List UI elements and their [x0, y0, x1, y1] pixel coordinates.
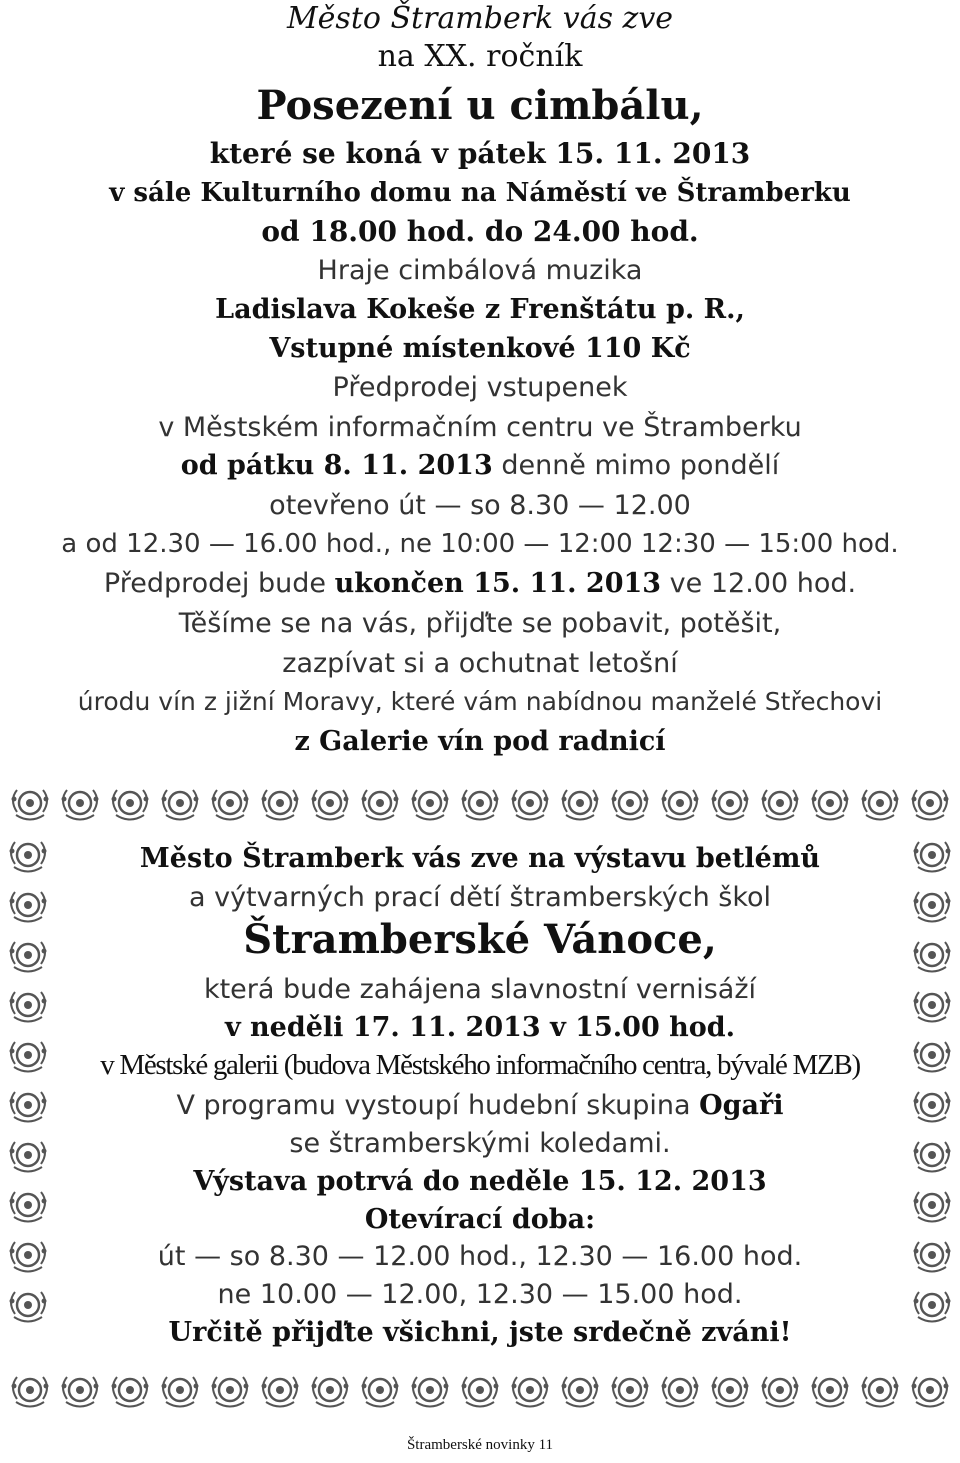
ornament-motif [112, 790, 149, 820]
event2-opening-date: v neděli 17. 11. 2013 v 15.00 hod. [224, 1012, 736, 1043]
ornament-motif [662, 790, 699, 820]
event1-time-line: od 18.00 hod. do 24.00 hod. [261, 215, 699, 248]
event1-presale-title: Předprodej vstupenek [332, 372, 628, 403]
event1-invite-1: Těšíme se na vás, přijďte se pobavit, potěšit, [178, 608, 782, 639]
event1-edition: na XX. ročník [377, 39, 583, 74]
ornament-motif [912, 1377, 949, 1407]
event1-invite-2: zazpívat si a ochutnat letošní [282, 648, 678, 679]
ornament-motif [162, 1377, 199, 1407]
ornament-motif [862, 790, 899, 820]
ornament-motif [412, 1377, 449, 1407]
ornament-motif [812, 1377, 849, 1407]
event1-intro: Město Štramberk vás zve [286, 1, 674, 36]
ornament-motif [162, 790, 199, 820]
event2-program [0, 1092, 960, 1119]
event1-presale-from-bold: od pátku 8. 11. 2013 [180, 450, 493, 481]
ornament-motif [312, 1377, 349, 1407]
ornament-motif [712, 1377, 749, 1407]
page-footer: Štramberské novinky 11 [406, 1437, 554, 1453]
event1-hours-1: otevřeno út — so 8.30 — 12.00 [269, 490, 691, 521]
ornament-motif [312, 790, 349, 820]
ornament-motif [412, 790, 449, 820]
ornament-motif [262, 1377, 299, 1407]
event1-music-intro: Hraje cimbálová muzika [317, 255, 643, 286]
event2-title: Štramberské Vánoce, [243, 916, 717, 963]
ornament-motif [362, 1377, 399, 1407]
event2-hours-2: ne 10.00 — 12.00, 12.30 — 15.00 hod. [217, 1279, 743, 1310]
event1-hours-2: a od 12.30 — 16.00 hod., ne 10:00 — 12:00 12:30 — 15:00 hod. [61, 529, 899, 559]
ornament-motif [712, 790, 749, 820]
event2-closing: Určitě přijďte všichni, jste srdečně zváni! [168, 1317, 792, 1348]
ornament-top [12, 790, 949, 820]
event1-date-line: které se koná v pátek 15. 11. 2013 [209, 137, 751, 170]
event2-program-2: se štramberskými koledami. [289, 1128, 671, 1159]
ornament-motif [212, 790, 249, 820]
ornament-bottom [12, 1377, 949, 1407]
ornament-motif [112, 1377, 149, 1407]
event2-opening: která bude zahájena slavnostní vernisáží [203, 974, 757, 1005]
event1-presale-end-a: Předprodej bude [103, 568, 335, 599]
ornament-motif [562, 1377, 599, 1407]
event1-venue-line: v sále Kulturního domu na Náměstí ve Štramberku [109, 178, 851, 208]
event1-title: Posezení u cimbálu, [256, 82, 704, 129]
event2-program-a: V programu vystoupí hudební skupina [176, 1090, 700, 1121]
ornament-motif [762, 1377, 799, 1407]
event1-presale-from-rest: denně mimo pondělí [492, 450, 780, 481]
ornament-motif [362, 790, 399, 820]
event2-hours-1: út — so 8.30 — 12.00 hod., 12.30 — 16.00 hod. [157, 1241, 803, 1272]
ornament-motif [812, 790, 849, 820]
ornament-motif [912, 790, 949, 820]
ornament-motif [612, 790, 649, 820]
ornament-motif [862, 1377, 899, 1407]
event2-intro: Město Štramberk vás zve na výstavu betlémů [139, 843, 821, 874]
ornament-motif [462, 790, 499, 820]
event1-invite-4: z Galerie vín pod radnicí [294, 726, 666, 757]
event1-presale-place: v Městském informačním centru ve Štramberku [158, 412, 802, 443]
event2-intro-2: a výtvarných prací dětí štramberských škol [188, 882, 772, 913]
event2-place: v Městské galerii (budova Městského informačního centra, bývalé MZB) [100, 1049, 860, 1081]
event1-band: Ladislava Kokeše z Frenštátu p. R., [215, 294, 745, 325]
ornament-motif [762, 790, 799, 820]
ornament-motif [62, 790, 99, 820]
ornament-motif [262, 790, 299, 820]
ornament-motif [562, 790, 599, 820]
event2-hours-title: Otevírací doba: [364, 1204, 596, 1235]
ornament-motif [612, 1377, 649, 1407]
event1-presale-end-b: ukončen 15. 11. 2013 [334, 568, 662, 599]
ornament-motif [62, 1377, 99, 1407]
event1-presale-end-c: ve 12.00 hod. [661, 568, 857, 599]
ornament-motif [12, 790, 49, 820]
ornament-motif [12, 1377, 49, 1407]
ornament-motif [212, 1377, 249, 1407]
event2-program-b: Ogaři [699, 1090, 784, 1121]
ornament-motif [662, 1377, 699, 1407]
event1-invite-3: úrodu vín z jižní Moravy, které vám nabídnou manželé Střechovi [77, 687, 883, 716]
event1-entry: Vstupné místenkové 110 Kč [269, 333, 691, 364]
ornament-motif [512, 1377, 549, 1407]
ornament-motif [512, 790, 549, 820]
event2-duration: Výstava potrvá do neděle 15. 12. 2013 [193, 1166, 767, 1197]
ornament-motif [462, 1377, 499, 1407]
